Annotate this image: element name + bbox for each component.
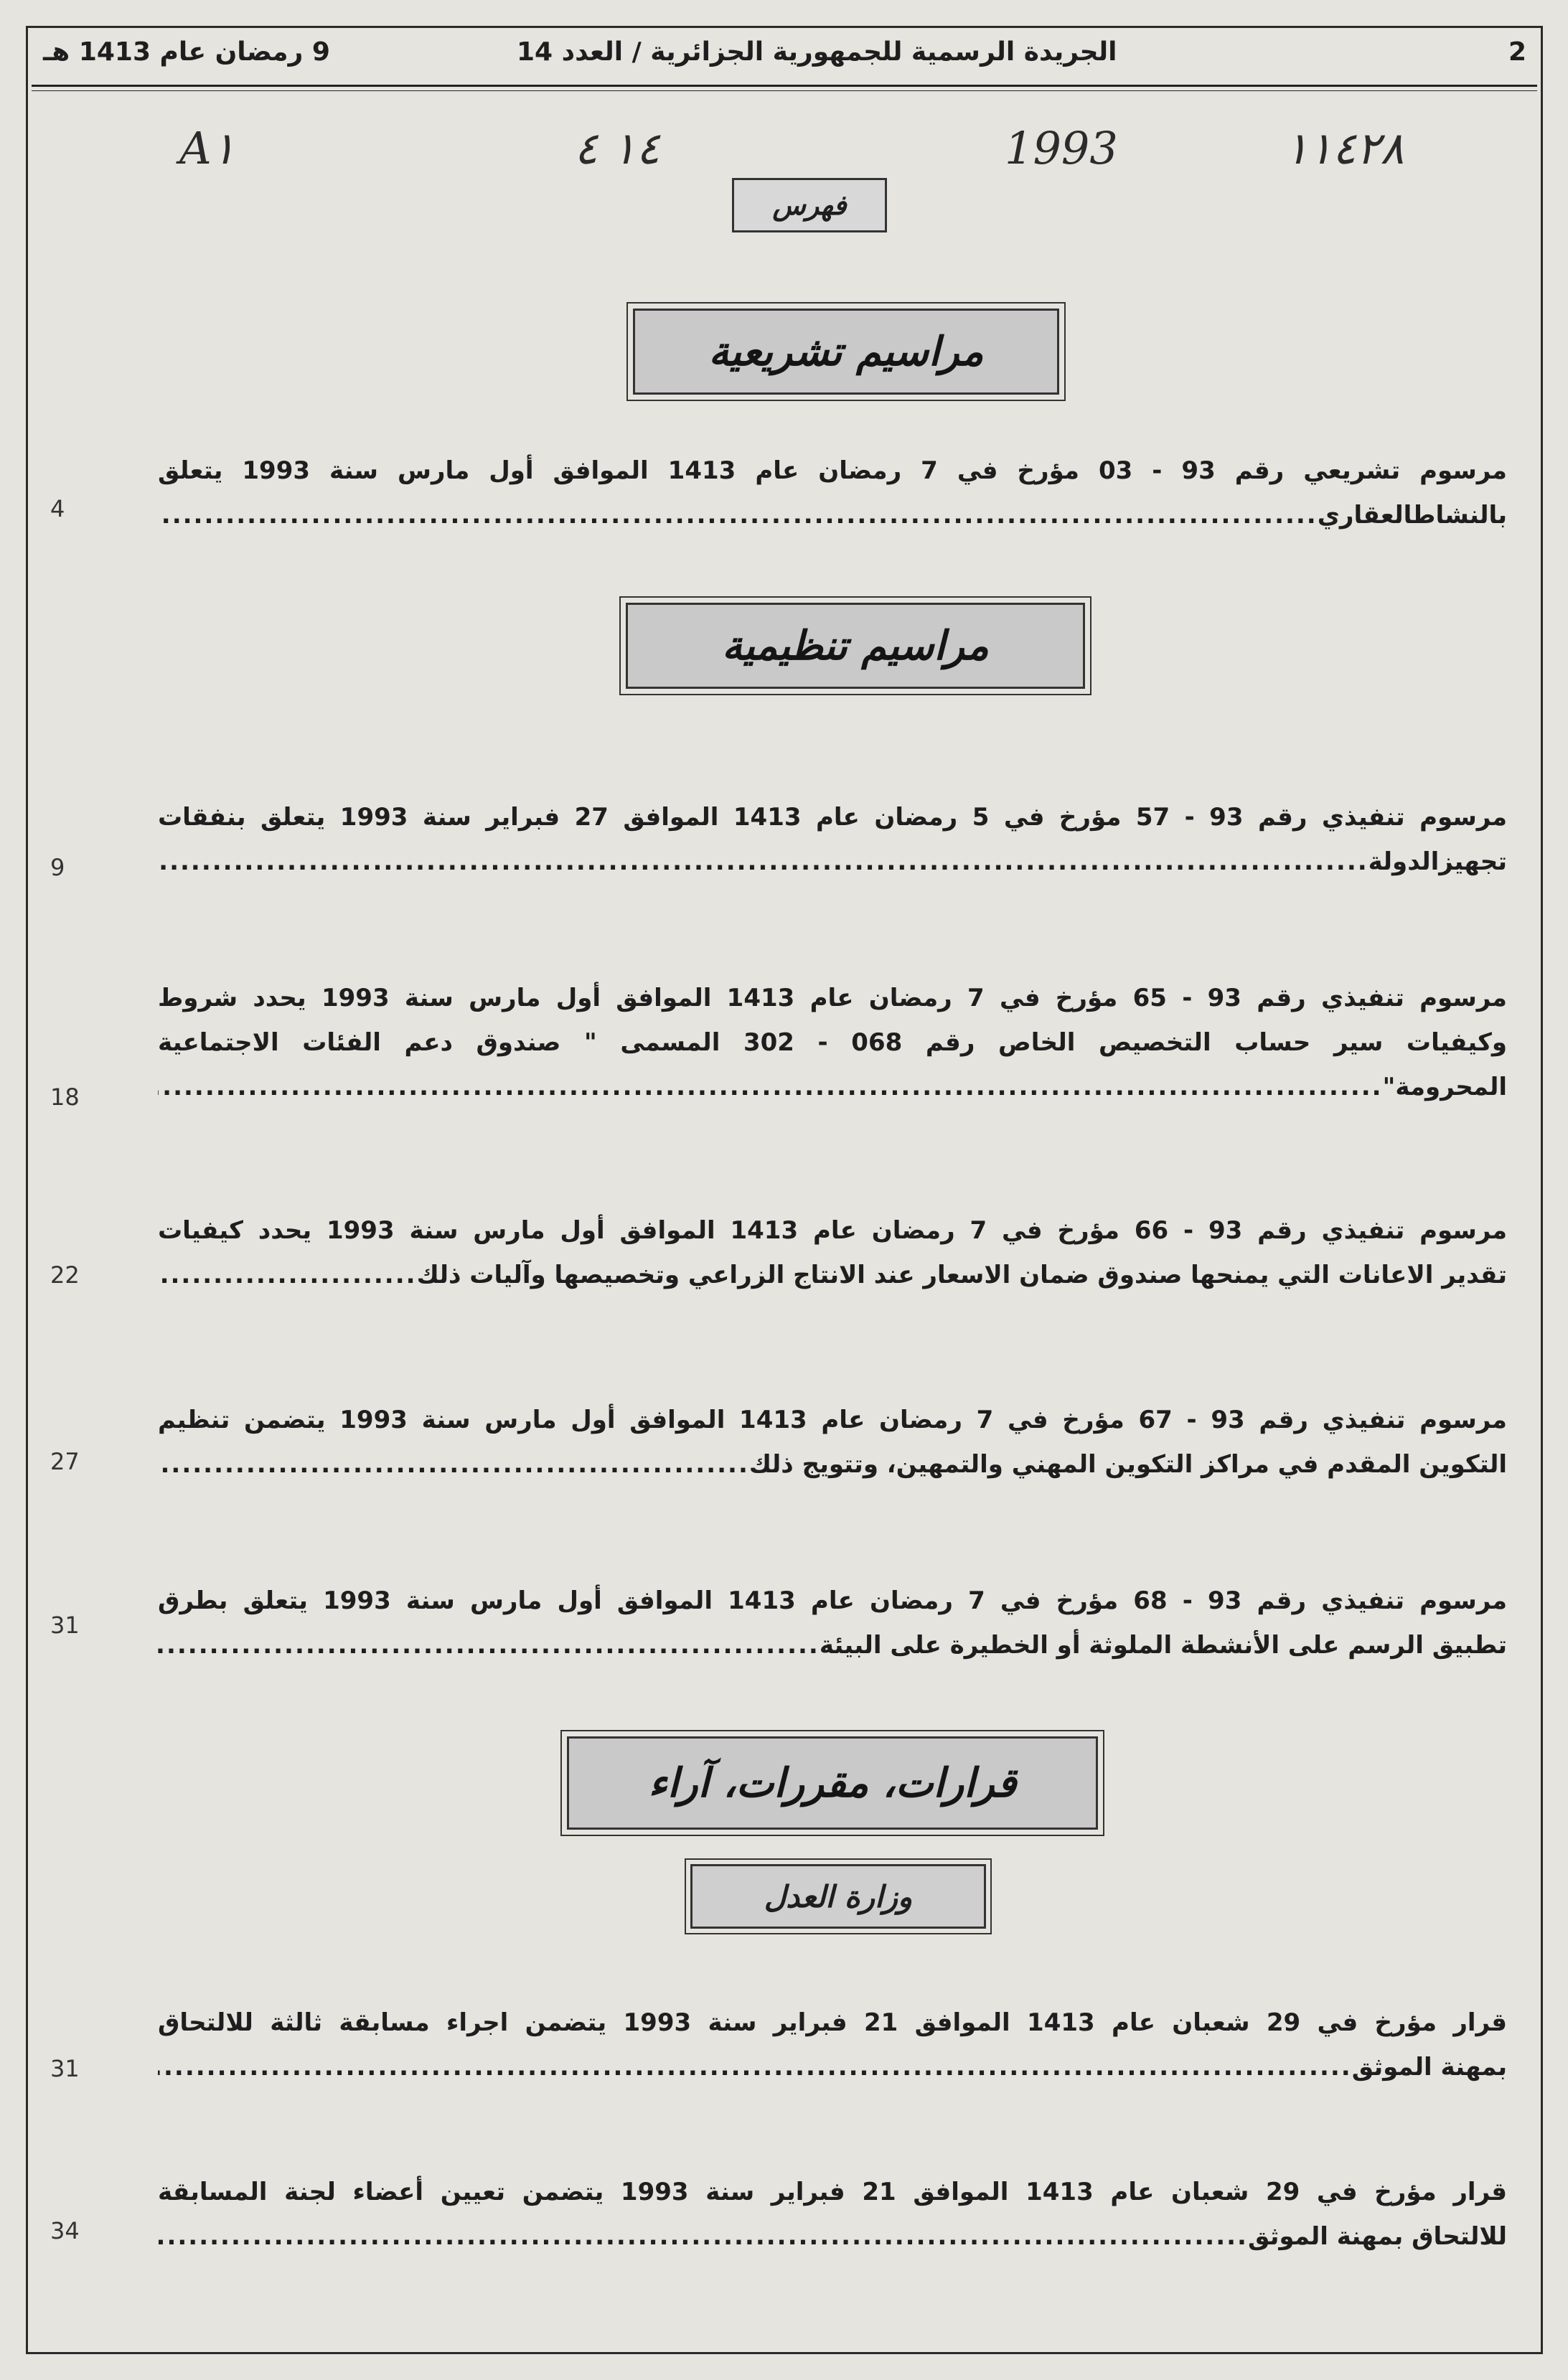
toc-entry-1[interactable] — [158, 448, 1507, 537]
entry-line: المحرومة" — [1382, 1073, 1507, 1101]
page-number: 2 — [1508, 37, 1526, 67]
entry-line: وكيفيات سير حساب التخصيص الخاص رقم 068 - 302 المسمى " صندوق دعم الفئات الاجتماعية — [158, 1028, 1507, 1057]
executive-decrees-banner: مراسيم تنظيمية — [626, 603, 1085, 689]
dot-leader — [158, 839, 1369, 884]
dot-leader — [158, 1253, 417, 1297]
toc-entry-4[interactable] — [158, 1208, 1507, 1297]
entry-line: تطبيق الرسم على الأنشطة الملوثة أو الخطيرة على البيئة — [819, 1631, 1507, 1660]
dot-leader — [158, 1442, 749, 1487]
entry-line: بالنشاطالعقاري — [1317, 501, 1507, 530]
entry-line: قرار مؤرخ في 29 شعبان عام 1413 الموافق 21 فبراير سنة 1993 يتضمن تعيين أعضاء لجنة المسابقة — [158, 2178, 1507, 2206]
toc-entry-8[interactable] — [158, 2170, 1507, 2259]
header-rule-thin — [32, 90, 1537, 91]
toc-entry-3[interactable] — [158, 976, 1507, 1109]
handwritten-code: A١ — [179, 122, 236, 174]
page-ref: 34 — [50, 2217, 80, 2244]
toc-entry-7[interactable] — [158, 2000, 1507, 2089]
entry-line: مرسوم تشريعي رقم 93 - 03 مؤرخ في 7 رمضان عام 1413 الموافق أول مارس سنة 1993 يتعلق — [158, 456, 1507, 485]
issue-date: 9 رمضان عام 1413 هـ — [43, 37, 330, 67]
legislative-decrees-banner: مراسيم تشريعية — [633, 309, 1059, 395]
dot-leader — [158, 493, 1318, 537]
page-ref: 22 — [50, 1261, 80, 1289]
entry-line: مرسوم تنفيذي رقم 93 - 67 مؤرخ في 7 رمضان عام 1413 الموافق أول مارس سنة 1993 يتضمن تنظيم — [158, 1406, 1507, 1434]
entry-line: للالتحاق بمهنة الموثق — [1247, 2222, 1507, 2251]
entry-line: مرسوم تنفيذي رقم 93 - 68 مؤرخ في 7 رمضان عام 1413 الموافق أول مارس سنة 1993 يتعلق بطرق — [158, 1586, 1507, 1615]
entry-line: تجهيزالدولة — [1368, 847, 1507, 876]
entry-line: مرسوم تنفيذي رقم 93 - 66 مؤرخ في 7 رمضان عام 1413 الموافق أول مارس سنة 1993 يحدد كيفيات — [158, 1216, 1507, 1245]
entry-line: قرار مؤرخ في 29 شعبان عام 1413 الموافق 21 فبراير سنة 1993 يتضمن اجراء مسابقة ثالثة للالتحاق — [158, 2008, 1507, 2037]
header-rule — [32, 85, 1537, 87]
handwritten-year: 1993 — [1005, 122, 1118, 174]
dot-leader — [158, 1065, 1383, 1109]
justice-ministry-banner: وزارة العدل — [690, 1864, 986, 1929]
handwritten-issue: ١٤ ٤ — [574, 122, 660, 174]
toc-entry-5[interactable] — [158, 1398, 1507, 1487]
publication-title: الجريدة الرسمية للجمهورية الجزائرية / العدد 14 — [517, 37, 1117, 67]
entry-line: تقدير الاعانات التي يمنحها صندوق ضمان الاسعار عند الانتاج الزراعي وتخصيصها وآليات ذلك — [416, 1261, 1507, 1289]
entry-line: مرسوم تنفيذي رقم 93 - 57 مؤرخ في 5 رمضان عام 1413 الموافق 27 فبراير سنة 1993 يتعلق بنفقات — [158, 803, 1507, 832]
toc-entry-6[interactable] — [158, 1579, 1507, 1668]
contents-title: فهرس — [732, 178, 887, 232]
page-ref: 9 — [50, 854, 65, 881]
page-ref: 31 — [50, 2055, 80, 2082]
dot-leader — [158, 2214, 1248, 2259]
entry-line: مرسوم تنفيذي رقم 93 - 65 مؤرخ في 7 رمضان عام 1413 الموافق أول مارس سنة 1993 يحدد شروط — [158, 984, 1507, 1012]
dot-leader — [158, 2045, 1352, 2089]
page-ref: 31 — [50, 1612, 80, 1639]
page-ref: 18 — [50, 1083, 80, 1111]
decisions-banner: قرارات، مقررات، آراء — [567, 1736, 1098, 1830]
entry-line: بمهنة الموثق — [1351, 2053, 1507, 2082]
page-ref: 27 — [50, 1448, 80, 1475]
toc-entry-2[interactable] — [158, 795, 1507, 884]
handwritten-ref: ١١٤٢٨ — [1285, 122, 1404, 174]
page-ref: 4 — [50, 495, 65, 522]
entry-line: التكوين المقدم في مراكز التكوين المهني والتمهين، وتتويج ذلك — [748, 1450, 1507, 1479]
dot-leader — [158, 1623, 820, 1668]
